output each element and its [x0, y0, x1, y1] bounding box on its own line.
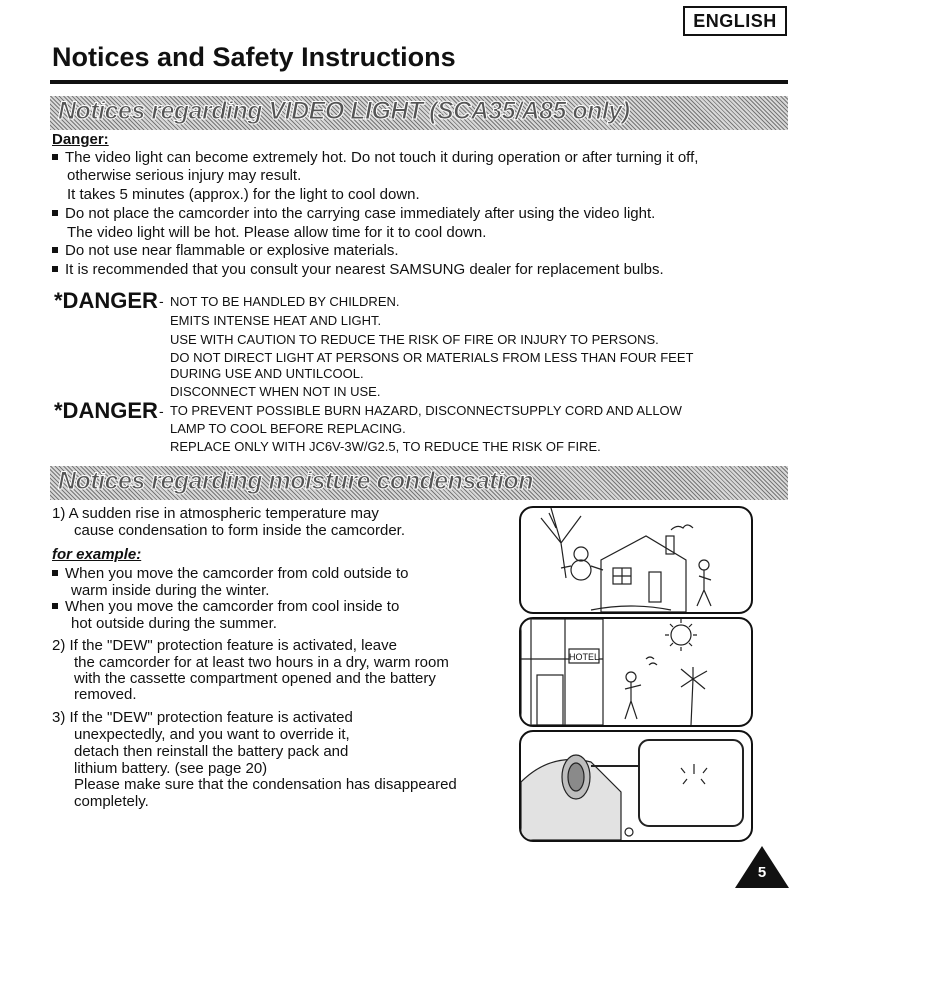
danger-line: NOT TO BE HANDLED BY CHILDREN.	[170, 294, 400, 309]
danger-heading: *DANGER	[54, 288, 158, 313]
numbered-continuation: removed.	[74, 686, 137, 703]
page-number-badge	[735, 846, 789, 888]
section-band-moisture	[50, 466, 788, 500]
section-heading: Notices regarding VIDEO LIGHT (SCA35/A85 only)	[58, 97, 630, 125]
numbered-item: 3) If the "DEW" protection feature is activated	[52, 709, 353, 726]
danger-line: TO PREVENT POSSIBLE BURN HAZARD, DISCONNECTSUPPLY CORD AND ALLOW	[170, 403, 682, 418]
bullet-continuation: hot outside during the summer.	[71, 615, 277, 632]
bullet-item: When you move the camcorder from cool inside to	[52, 598, 399, 616]
numbered-continuation: detach then reinstall the battery pack and	[74, 743, 349, 760]
bullet-continuation: It takes 5 minutes (approx.) for the light to cool down.	[67, 186, 420, 203]
hotel-sign: HOTEL	[568, 652, 600, 662]
numbered-continuation: cause condensation to form inside the camcorder.	[74, 522, 406, 539]
numbered-continuation: Please make sure that the condensation has disappeared	[74, 776, 457, 793]
title-rule	[50, 80, 788, 84]
dash: -	[159, 403, 164, 419]
bullet-item: It is recommended that you consult your nearest SAMSUNG dealer for replacement bulbs.	[52, 261, 664, 279]
bullet-item: When you move the camcorder from cold outside to	[52, 565, 409, 583]
winter-house-illustration	[519, 506, 753, 614]
language-badge: ENGLISH	[683, 6, 787, 36]
section-band-video-light	[50, 96, 788, 130]
page-title: Notices and Safety Instructions	[52, 42, 456, 72]
danger-line: REPLACE ONLY WITH JC6V-3W/G2.5, TO REDUCE THE RISK OF FIRE.	[170, 439, 601, 454]
dash: -	[159, 293, 164, 309]
numbered-continuation: with the cassette compartment opened and the battery	[74, 670, 436, 687]
numbered-item: 1) A sudden rise in atmospheric temperature may	[52, 505, 379, 522]
bullet-icon	[52, 247, 58, 253]
bullet-item: Do not place the camcorder into the carrying case immediately after using the video light.	[52, 205, 655, 223]
bullet-icon	[52, 266, 58, 272]
numbered-continuation: unexpectedly, and you want to override it,	[74, 726, 350, 743]
bullet-icon	[52, 570, 58, 576]
danger-label: Danger:	[52, 131, 109, 148]
numbered-continuation: completely.	[74, 793, 149, 810]
danger-line: EMITS INTENSE HEAT AND LIGHT.	[170, 313, 382, 328]
danger-line: DO NOT DIRECT LIGHT AT PERSONS OR MATERIALS FROM LESS THAN FOUR FEET	[170, 350, 694, 365]
danger-line: DURING USE AND UNTILCOOL.	[170, 366, 364, 381]
bullet-continuation: otherwise serious injury may result.	[67, 167, 302, 184]
page-number: 5	[757, 864, 767, 881]
bullet-icon	[52, 210, 58, 216]
numbered-item: 2) If the "DEW" protection feature is activated, leave	[52, 637, 397, 654]
bullet-icon	[52, 603, 58, 609]
example-label: for example:	[52, 546, 142, 563]
bullet-continuation: warm inside during the winter.	[71, 582, 270, 599]
numbered-continuation: the camcorder for at least two hours in a dry, warm room	[74, 654, 449, 671]
danger-heading: *DANGER	[54, 398, 158, 423]
danger-line: LAMP TO COOL BEFORE REPLACING.	[170, 421, 406, 436]
danger-line: USE WITH CAUTION TO REDUCE THE RISK OF FIRE OR INJURY TO PERSONS.	[170, 332, 659, 347]
camcorder-condensation-illustration	[519, 730, 753, 842]
bullet-continuation: The video light will be hot. Please allow time for it to cool down.	[67, 224, 487, 241]
numbered-continuation: lithium battery. (see page 20)	[74, 760, 268, 777]
hotel-summer-illustration	[519, 617, 753, 727]
bullet-item: The video light can become extremely hot. Do not touch it during operation or after turning it off,	[52, 149, 698, 167]
section-heading: Notices regarding moisture condensation	[58, 467, 534, 495]
bullet-icon	[52, 154, 58, 160]
danger-line: DISCONNECT WHEN NOT IN USE.	[170, 384, 381, 399]
bullet-item: Do not use near flammable or explosive materials.	[52, 242, 399, 260]
